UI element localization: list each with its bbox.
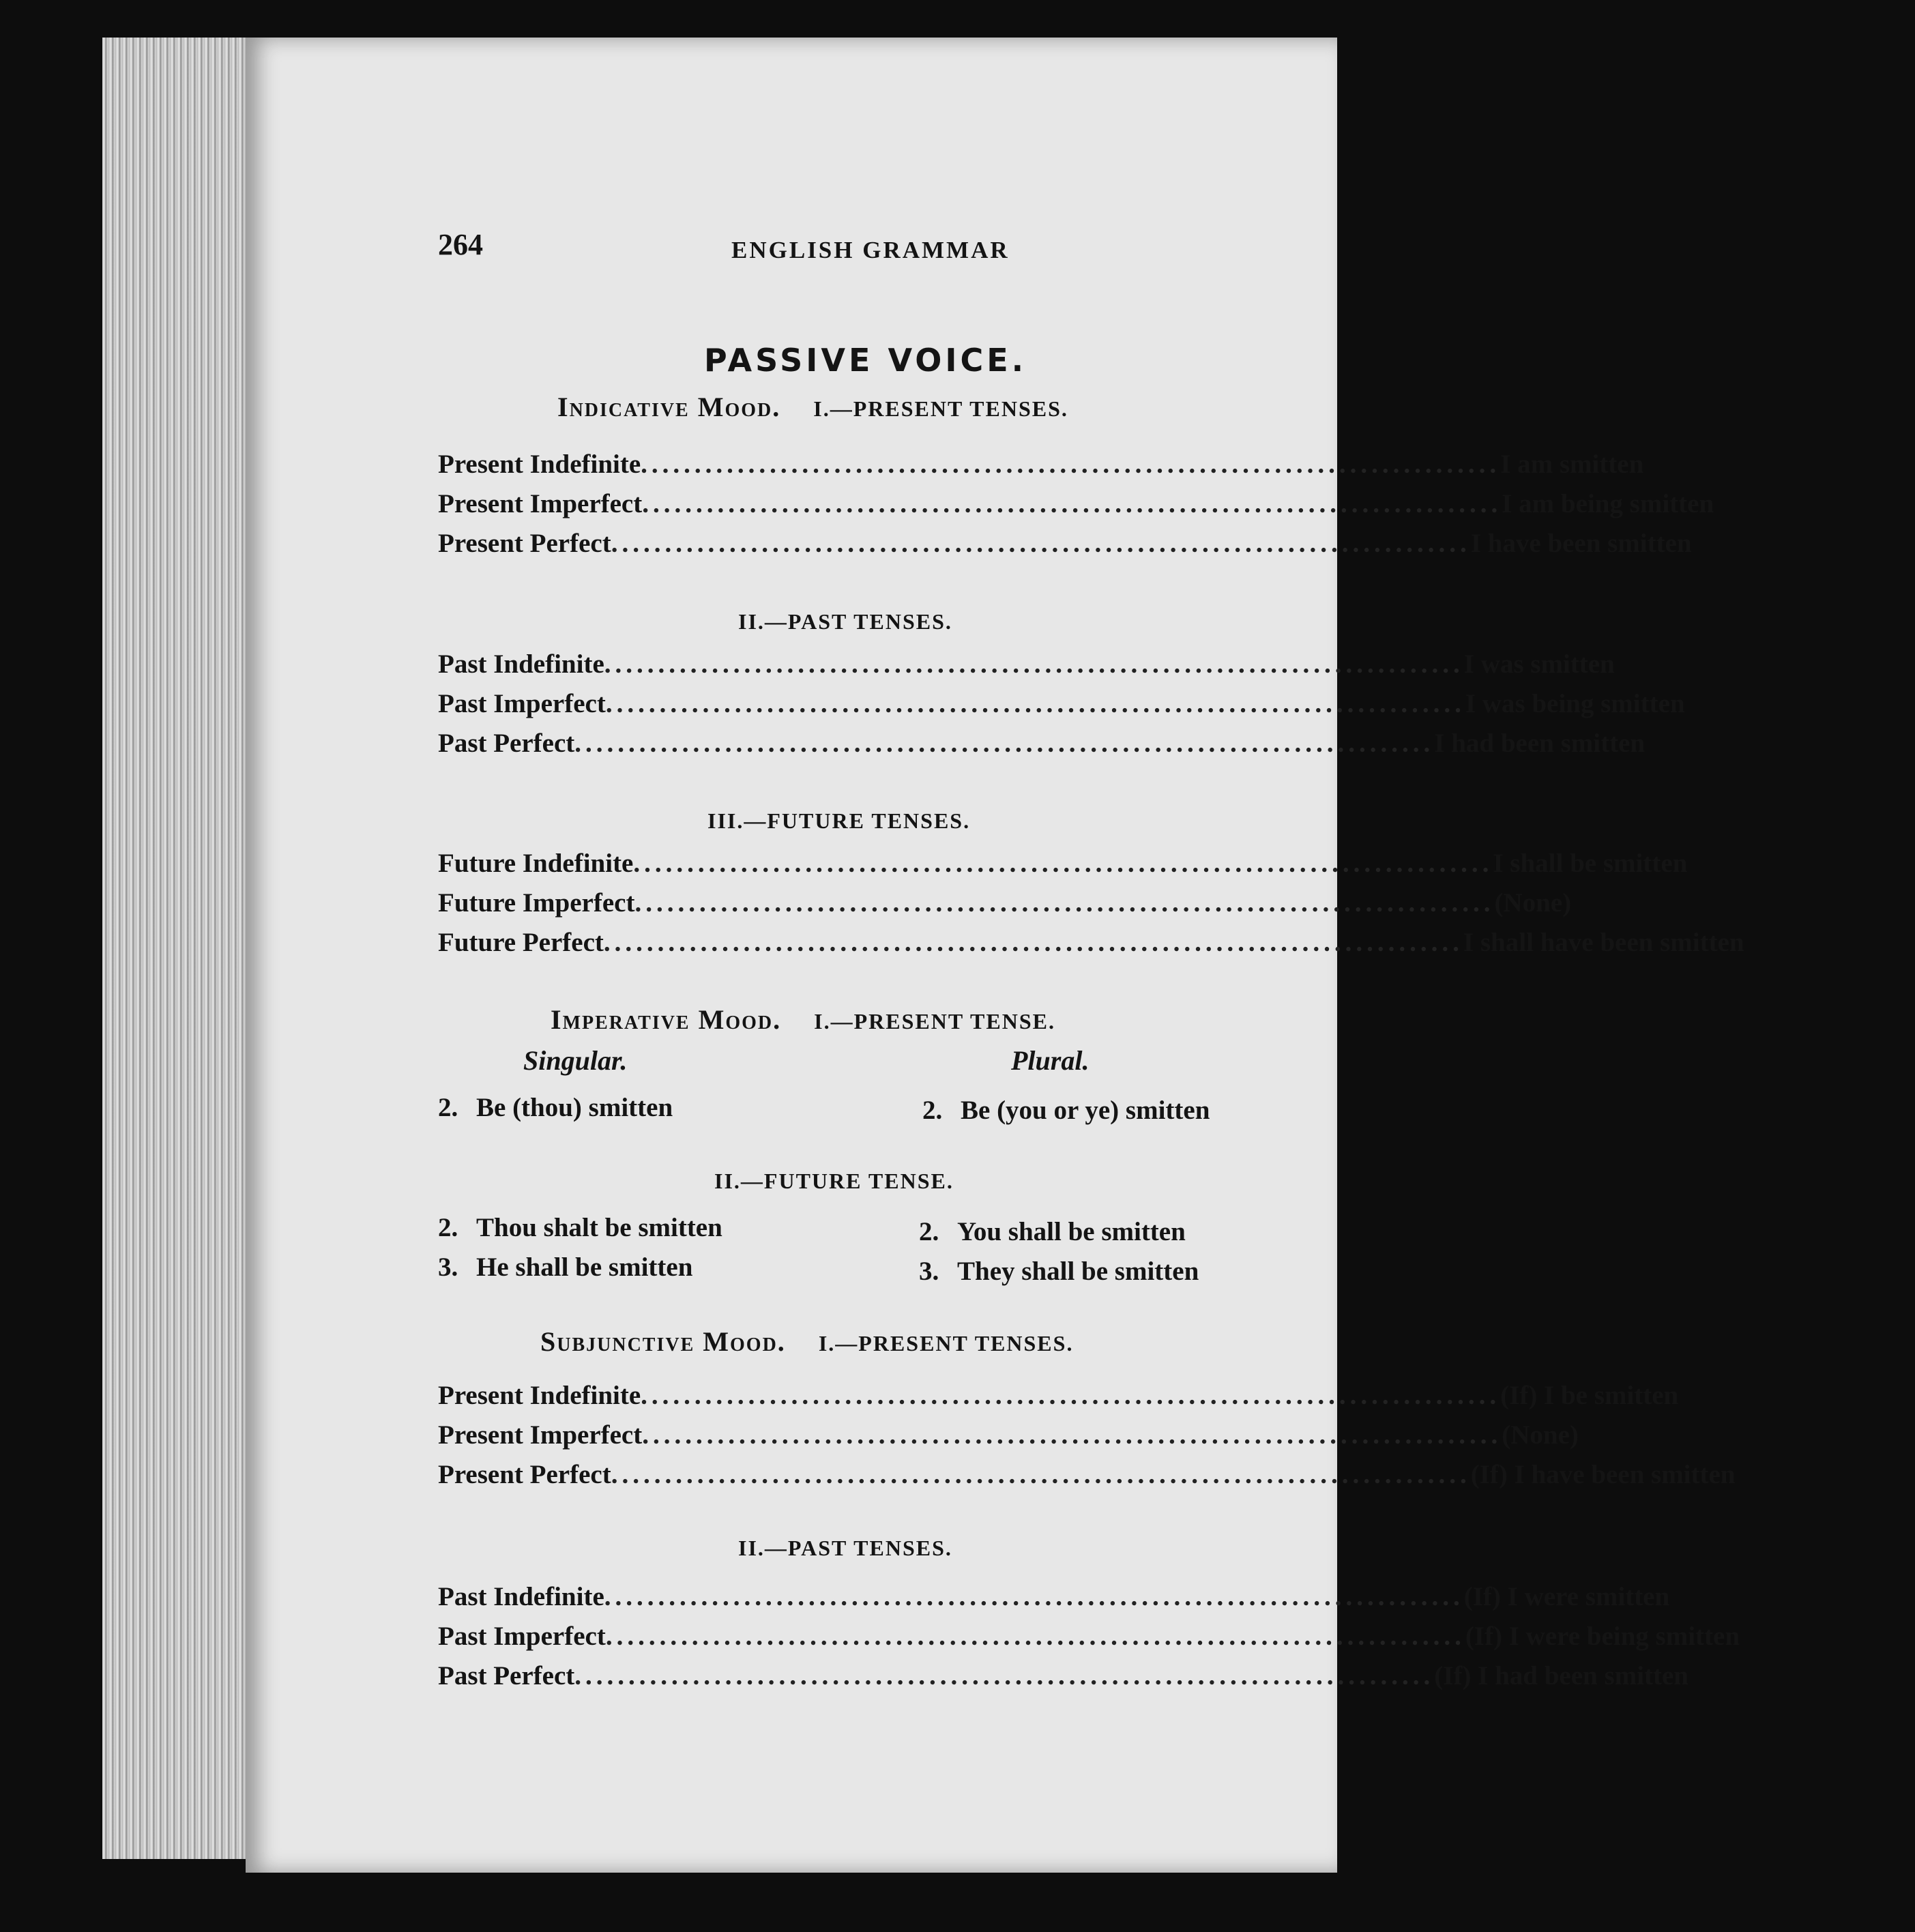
mood-label: Imperative Mood. bbox=[551, 1004, 782, 1035]
tense-form: I shall be smitten bbox=[1493, 849, 1688, 878]
imperative-future-plural-2 bbox=[919, 1216, 1186, 1247]
tense-name: Past Perfect bbox=[438, 1661, 575, 1690]
conjugation-row bbox=[438, 1621, 1740, 1660]
running-head: ENGLISH GRAMMAR bbox=[731, 237, 1010, 263]
subjunctive-present-list bbox=[438, 1380, 1736, 1499]
leader-dots: ................................................................................ bbox=[641, 450, 1501, 479]
tense-name: Future Indefinite bbox=[438, 849, 634, 878]
mood-label: Indicative Mood. bbox=[557, 392, 781, 422]
mood-label: Subjunctive Mood. bbox=[540, 1326, 786, 1357]
tense-form: I am smitten bbox=[1500, 450, 1644, 479]
tense-form: I was being smitten bbox=[1465, 689, 1685, 718]
tense-name: Present Indefinite bbox=[438, 1381, 641, 1410]
tense-heading: I.—PRESENT TENSES. bbox=[813, 396, 1068, 421]
tense-name: Past Indefinite bbox=[438, 649, 604, 679]
tense-name: Future Perfect bbox=[438, 928, 604, 957]
tense-name: Present Perfect bbox=[438, 529, 611, 558]
tense-name: Past Imperfect bbox=[438, 689, 606, 718]
conjugation-row bbox=[438, 1660, 1689, 1700]
leader-dots: ................................................................................ bbox=[611, 529, 1471, 558]
subjunctive-past-list bbox=[438, 1581, 1740, 1700]
conjugation-row bbox=[438, 1581, 1670, 1621]
leader-dots: ................................................................................ bbox=[605, 689, 1465, 718]
indicative-present-list bbox=[438, 449, 1714, 568]
indicative-future-heading: III.—FUTURE TENSES. bbox=[707, 808, 971, 833]
tense-form: I am being smitten bbox=[1502, 489, 1714, 518]
tense-name: Past Perfect bbox=[438, 729, 575, 758]
leader-dots: ................................................................................ bbox=[574, 1661, 1435, 1690]
person-number: 2. bbox=[922, 1096, 943, 1125]
tense-form: (If) I be smitten bbox=[1500, 1381, 1679, 1410]
form-text: Thou shalt be smitten bbox=[476, 1213, 722, 1242]
conjugation-row bbox=[438, 888, 1572, 927]
tense-form: (None) bbox=[1494, 888, 1572, 918]
leader-dots: ................................................................................ bbox=[642, 1420, 1502, 1450]
tense-form: I have been smitten bbox=[1470, 529, 1692, 558]
tense-form: I was smitten bbox=[1463, 649, 1615, 679]
book-page bbox=[246, 38, 1744, 1873]
tense-form: (If) I had been smitten bbox=[1434, 1661, 1689, 1690]
tense-name: Present Indefinite bbox=[438, 450, 641, 479]
conjugation-row bbox=[438, 488, 1714, 528]
imperative-mood-heading bbox=[551, 1004, 1055, 1036]
tense-name: Past Imperfect bbox=[438, 1622, 606, 1651]
conjugation-row bbox=[438, 927, 1744, 967]
leader-dots: ................................................................................ bbox=[605, 1622, 1465, 1651]
leader-dots: ................................................................................ bbox=[604, 649, 1464, 679]
person-number: 3. bbox=[919, 1257, 939, 1286]
imperative-future-plural-3 bbox=[919, 1256, 1199, 1287]
leader-dots: ................................................................................ bbox=[634, 888, 1495, 918]
subjunctive-mood-heading bbox=[540, 1326, 1073, 1358]
singular-label: Singular. bbox=[523, 1045, 628, 1076]
conjugation-row bbox=[438, 728, 1646, 767]
conjugation-row bbox=[438, 528, 1692, 568]
leader-dots: ................................................................................ bbox=[574, 729, 1435, 758]
indicative-mood-heading bbox=[557, 391, 1068, 423]
indicative-future-list bbox=[438, 848, 1744, 967]
imperative-future-heading: II.—FUTURE TENSE. bbox=[714, 1169, 954, 1193]
tense-form: (If) I have been smitten bbox=[1470, 1460, 1736, 1489]
plural-label: Plural. bbox=[1011, 1045, 1090, 1076]
conjugation-row bbox=[438, 1459, 1736, 1499]
person-number: 2. bbox=[438, 1213, 458, 1242]
page-number: 264 bbox=[438, 228, 483, 261]
conjugation-row bbox=[438, 848, 1688, 888]
conjugation-row bbox=[438, 688, 1685, 728]
imperative-future-singular-2 bbox=[438, 1212, 722, 1243]
indicative-past-heading: II.—PAST TENSES. bbox=[738, 609, 952, 634]
imperative-present-singular bbox=[438, 1092, 673, 1123]
tense-name: Present Perfect bbox=[438, 1460, 611, 1489]
conjugation-row bbox=[438, 649, 1615, 688]
tense-form: I had been smitten bbox=[1434, 729, 1646, 758]
person-number: 3. bbox=[438, 1253, 458, 1282]
tense-name: Present Imperfect bbox=[438, 489, 643, 518]
leader-dots: ................................................................................ bbox=[641, 1381, 1501, 1410]
book-page-edges bbox=[102, 38, 259, 1859]
subjunctive-past-heading: II.—PAST TENSES. bbox=[738, 1536, 952, 1560]
tense-heading: I.—PRESENT TENSES. bbox=[818, 1331, 1074, 1356]
form-text: They shall be smitten bbox=[957, 1257, 1199, 1286]
tense-form: (None) bbox=[1502, 1420, 1579, 1450]
tense-form: I shall have been smitten bbox=[1463, 928, 1744, 957]
form-text: You shall be smitten bbox=[957, 1217, 1186, 1246]
leader-dots: ................................................................................ bbox=[603, 928, 1463, 957]
conjugation-row bbox=[438, 1420, 1579, 1459]
conjugation-row bbox=[438, 449, 1644, 488]
imperative-present-plural bbox=[922, 1095, 1210, 1126]
tense-form: (If) I were smitten bbox=[1463, 1582, 1670, 1611]
tense-name: Past Indefinite bbox=[438, 1582, 604, 1611]
form-text: He shall be smitten bbox=[476, 1253, 693, 1282]
leader-dots: ................................................................................ bbox=[604, 1582, 1464, 1611]
form-text: Be (thou) smitten bbox=[476, 1093, 673, 1122]
tense-name: Future Imperfect bbox=[438, 888, 635, 918]
indicative-past-list bbox=[438, 649, 1685, 767]
leader-dots: ................................................................................ bbox=[611, 1460, 1471, 1489]
leader-dots: ................................................................................ bbox=[633, 849, 1493, 878]
tense-form: (If) I were being smitten bbox=[1465, 1622, 1740, 1651]
leader-dots: ................................................................................ bbox=[642, 489, 1502, 518]
tense-name: Present Imperfect bbox=[438, 1420, 643, 1450]
conjugation-row bbox=[438, 1380, 1679, 1420]
section-title: PASSIVE VOICE. bbox=[704, 342, 1027, 379]
tense-heading: I.—PRESENT TENSE. bbox=[814, 1009, 1055, 1034]
person-number: 2. bbox=[919, 1217, 939, 1246]
form-text: Be (you or ye) smitten bbox=[961, 1096, 1210, 1125]
imperative-future-singular-3 bbox=[438, 1252, 692, 1283]
person-number: 2. bbox=[438, 1093, 458, 1122]
